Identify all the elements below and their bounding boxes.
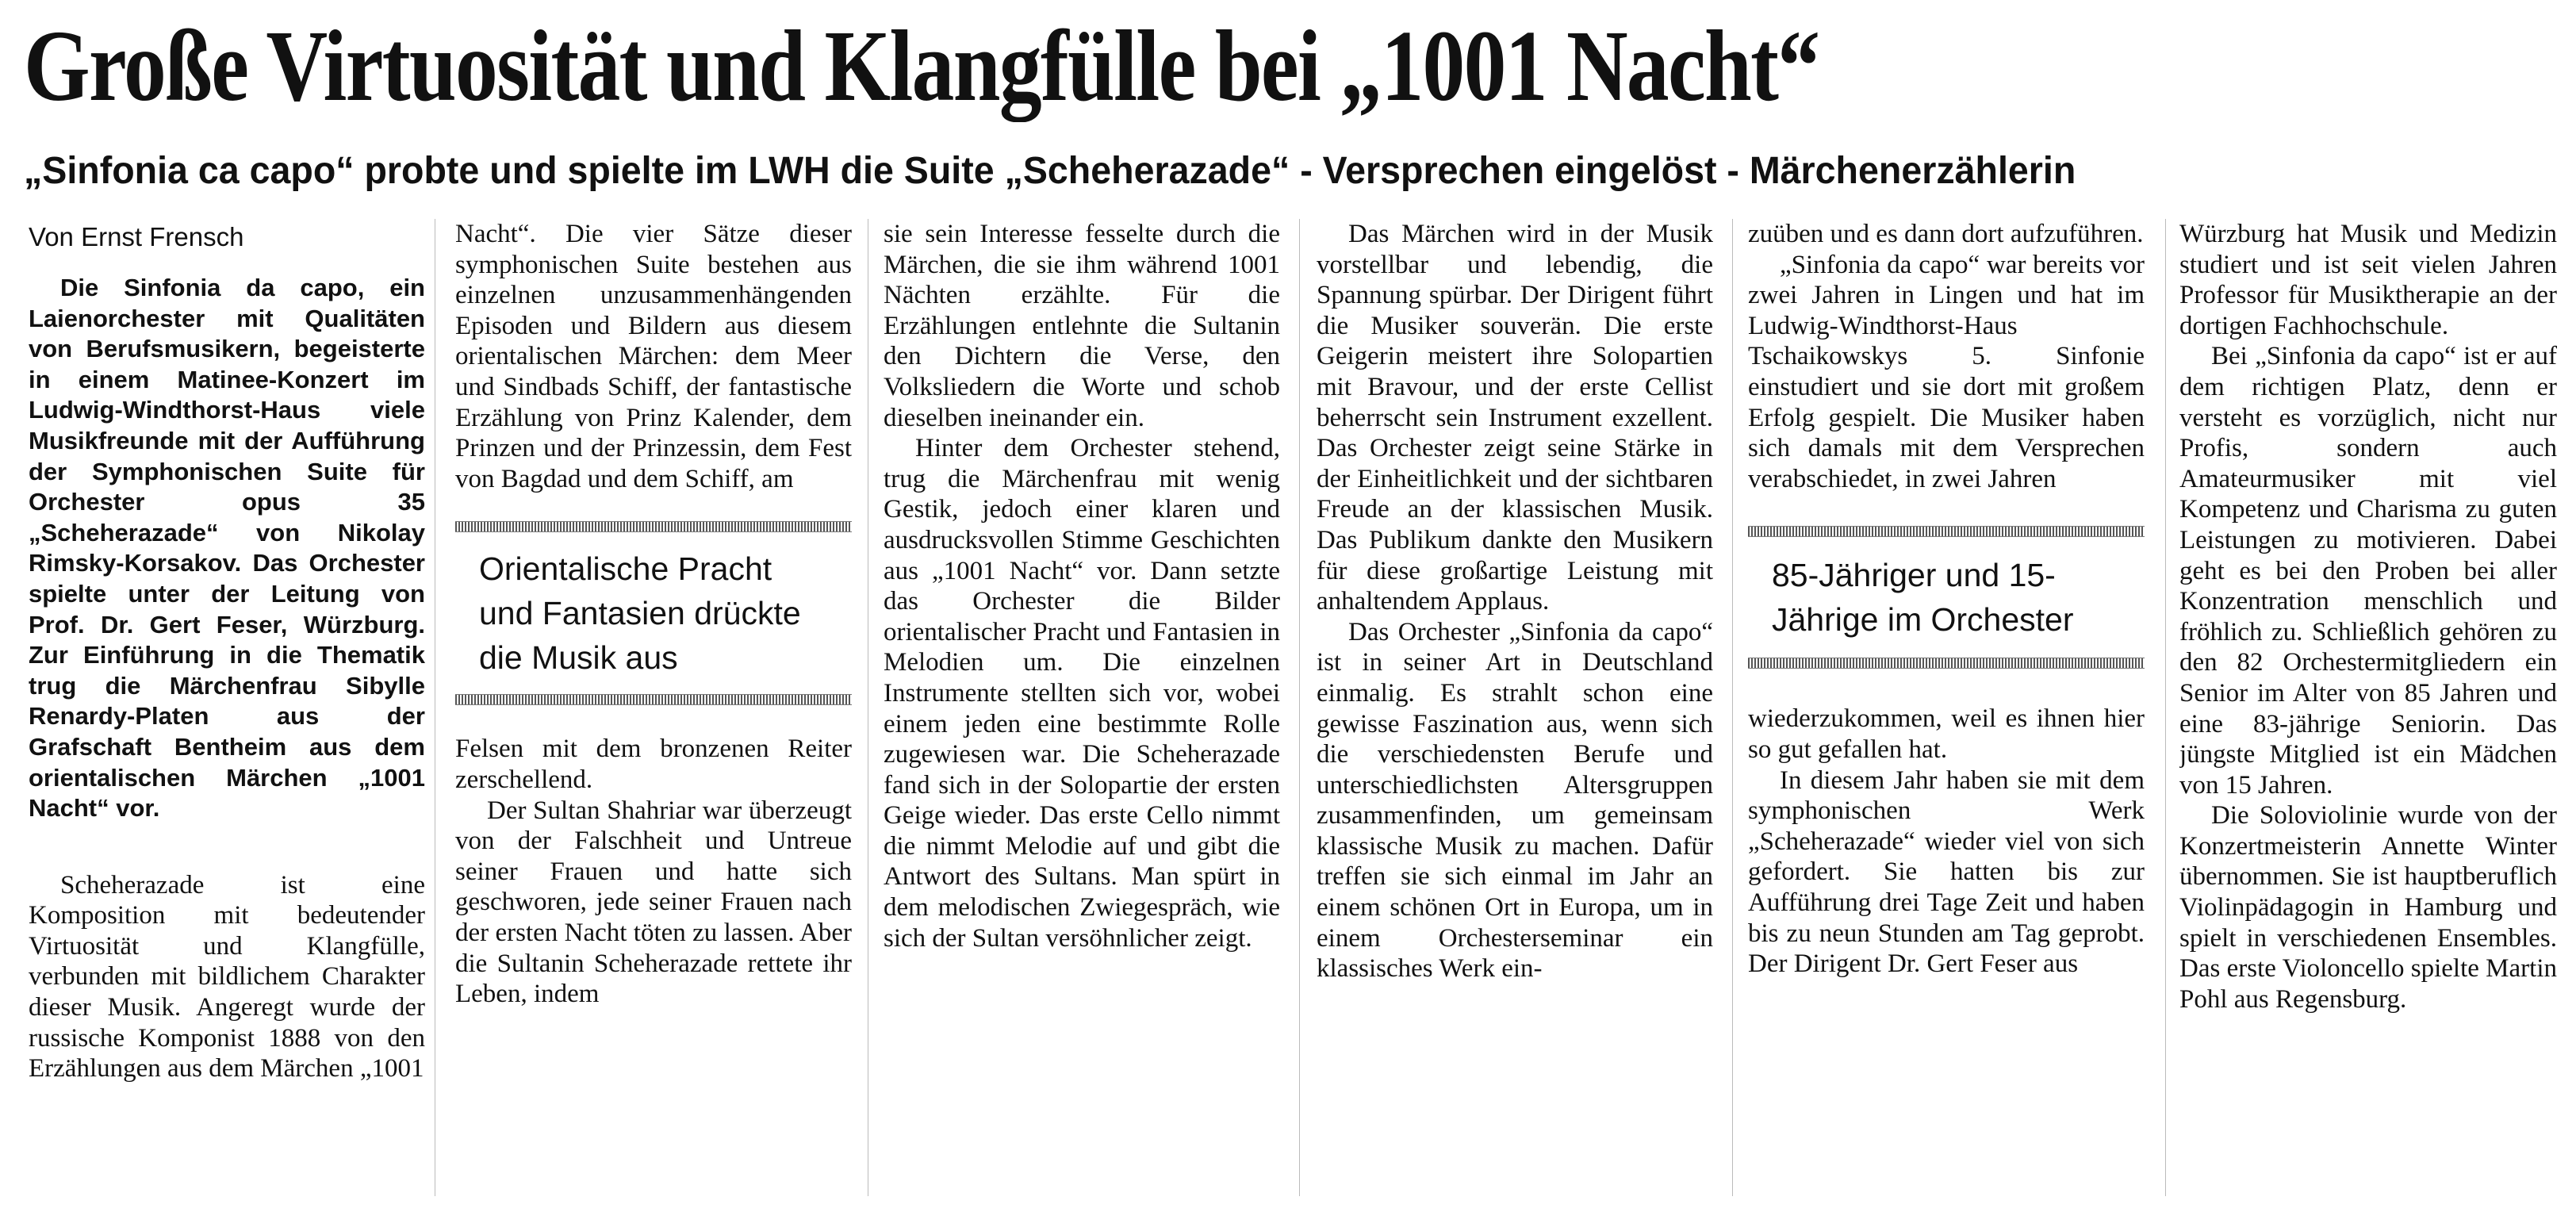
article-column-4 [1317, 219, 1713, 1196]
article-column-2 [455, 219, 852, 1196]
article-column-5 [1748, 219, 2145, 1196]
body-paragraph: Der Sultan Shahriar war überzeugt von der Falschheit und Untreue seiner Frauen und hatte sich geschworen, jede seiner Frauen nach der ersten Nacht töten zu lassen. Aber die Sultanin Scheherazade rettete ihr Leben, indem [455, 796, 852, 1009]
body-paragraph: zuüben und es dann dort aufzuführen. [1748, 220, 2144, 248]
body-paragraph: „Sinfonia da capo“ war bereits vor zwei Jahren in Lingen und hat im Ludwig-Windthorst-Haus Tschaikowskys 5. Sinfonie einstudiert und sie dort mit großem Erfolg gespielt. Die Musiker haben sich damals mit dem Versprechen verabschiedet, in zwei Jahren [1748, 250, 2145, 493]
headline: Große Virtuosität und Klangfülle bei „1001 Nacht“ [24, 10, 1819, 122]
intertitle: Orientalische Pracht und Fantasien drückte die Musik aus [479, 550, 801, 677]
body-paragraph: Felsen mit dem bronzenen Reiter zerschellend. [455, 734, 852, 794]
body-paragraph: Nacht“. Die vier Sätze dieser symphonischen Suite bestehen aus einzelnen unzusammenhängenden Episoden und Bildern aus diesem orientalischen Märchen: dem Meer und Sindbads Schiff, der fantastische Erzählung von Prinz Kalender, dem Prinzen und der Prinzessin, dem Fest von Bagdad und dem Schiff, am [455, 220, 852, 493]
column-rule [1732, 219, 1733, 1196]
separator-bar [1748, 658, 2145, 669]
column-rule [1299, 219, 1300, 1196]
byline: Von Ernst Frensch [29, 222, 244, 251]
body-paragraph: In diesem Jahr haben sie mit dem symphonischen Werk „Scheherazade“ wieder viel von sich gefordert. Sie hatten bis zur Aufführung drei Tage Zeit und haben bis zu neun Stunden am Tag geprobt. Der Dirigent Dr. Gert Feser aus [1748, 765, 2145, 979]
body-paragraph: Die Soloviolinie wurde von der Konzertmeisterin Annette Winter übernommen. Sie ist hauptberuflich Violinpädagogin in Hamburg und spielt in verschiedenen Ensembles. Das erste Violoncello spielte Martin Pohl aus Regensburg. [2179, 801, 2557, 1014]
body-paragraph: Hinter dem Orchester stehend, trug die Märchenfrau mit wenig Gestik, jedoch einer klaren und ausdrucksvollen Stimme Geschichten aus „1001 Nacht“ vor. Dann setzte das Orchester die Bilder orientalischer Pracht und Fantasien in Melodien um. Die einzelnen Instrumente stellten sich vor, wobei einem jeden eine bestimmte Rolle zugewiesen war. Die Scheherazade fand sich in der Solopartie der ersten Geige wieder. Das erste Cello nimmt die nimmt Melodie auf und gibt die Antwort des Sultans. Man spürt in dem melodischen Zwiegespräch, wie sich der Sultan versöhnlicher zeigt. [884, 434, 1280, 953]
separator-bar [1748, 526, 2145, 537]
intertitle: 85-Jähriger und 15-Jährige im Orchester [1772, 557, 2074, 639]
column-rule [2165, 219, 2166, 1196]
separator-bar [455, 694, 852, 705]
article-column-6 [2179, 219, 2557, 1196]
separator-bar [455, 521, 852, 532]
article-column-1 [29, 219, 425, 1196]
body-paragraph: Würzburg hat Musik und Medizin studiert und ist seit vielen Jahren Professor für Musiktherapie an der dortigen Fachhochschule. [2179, 220, 2557, 340]
article-column-3 [884, 219, 1280, 1196]
body-paragraph: sie sein Interesse fesselte durch die Märchen, die sie ihm während 1001 Nächten erzählte. Für die Erzählungen entlehnte die Sultanin den Dichtern die Verse, den Volksliedern die Worte und schob dieselben ineinander ein. [884, 220, 1280, 432]
body-paragraph: Das Orchester „Sinfonia da capo“ ist in seiner Art in Deutschland einmalig. Es strahlt schon eine gewisse Faszination aus, wenn sich die verschiedensten Berufe und unterschiedlichsten Altersgruppen zusammenfinden, um gemeinsam klassische Musik zu machen. Dafür treffen sie sich einmal im Jahr an einem schönen Ort in Europa, um in einem Orchesterseminar ein klassisches Werk ein- [1317, 617, 1713, 984]
subheadline: „Sinfonia ca capo“ probte und spielte im LWH die Suite „Scheherazade“ - Versprechen eingelöst - Märchenerzählerin [24, 150, 2076, 192]
lead-paragraph: Die Sinfonia da capo, ein Laienorchester mit Qualitäten von Berufsmusikern, begeisterte in einem Matinee-Konzert im Ludwig-Windthorst-Haus viele Musikfreunde mit der Aufführung der Symphonischen Suite für Orchester opus 35 „Scheherazade“ von Nikolay Rimsky-Korsakov. Das Orchester spielte unter der Leitung von Prof. Dr. Gert Feser, Würzburg. Zur Einführung in die Thematik trug die Märchenfrau Sibylle Renardy-Platen aus der Grafschaft Bentheim aus dem orientalischen Märchen „1001 Nacht“ vor. [29, 274, 425, 823]
body-paragraph: Bei „Sinfonia da capo“ ist er auf dem richtigen Platz, denn er versteht es vorzüglich, nicht nur Profis, sondern auch Amateurmusiker mit viel Kompetenz und Charisma zu guten Leistungen zu motivieren. Dabei geht es bei den Proben bei aller Konzentration menschlich und fröhlich zu. Schließlich gehören zu den 82 Orchestermitgliedern ein Senior im Alter von 85 Jahren und eine 83-jährige Seniorin. Das jüngste Mitglied ist ein Mädchen von 15 Jahren. [2179, 342, 2557, 800]
body-paragraph: wiederzukommen, weil es ihnen hier so gut gefallen hat. [1748, 704, 2145, 764]
body-paragraph: Scheherazade ist eine Komposition mit bedeutender Virtuosität und Klangfülle, verbunden mit bildlichem Charakter dieser Musik. Angeregt wurde der russische Komponist 1888 von den Erzählungen aus dem Märchen „1001 [29, 870, 425, 1084]
body-paragraph: Das Märchen wird in der Musik vorstellbar und lebendig, die Spannung spürbar. Der Dirigent führt die Musiker souverän. Die erste Geigerin meistert ihre Solopartien mit Bravour, und der erste Cellist beherrscht sein Instrument exzellent. Das Orchester zeigt seine Stärke in der Einheitlichkeit und der sichtbaren Freude an der klassischen Musik. Das Publikum dankte den Musikern für diese großartige Leistung mit anhaltendem Applaus. [1317, 220, 1713, 616]
